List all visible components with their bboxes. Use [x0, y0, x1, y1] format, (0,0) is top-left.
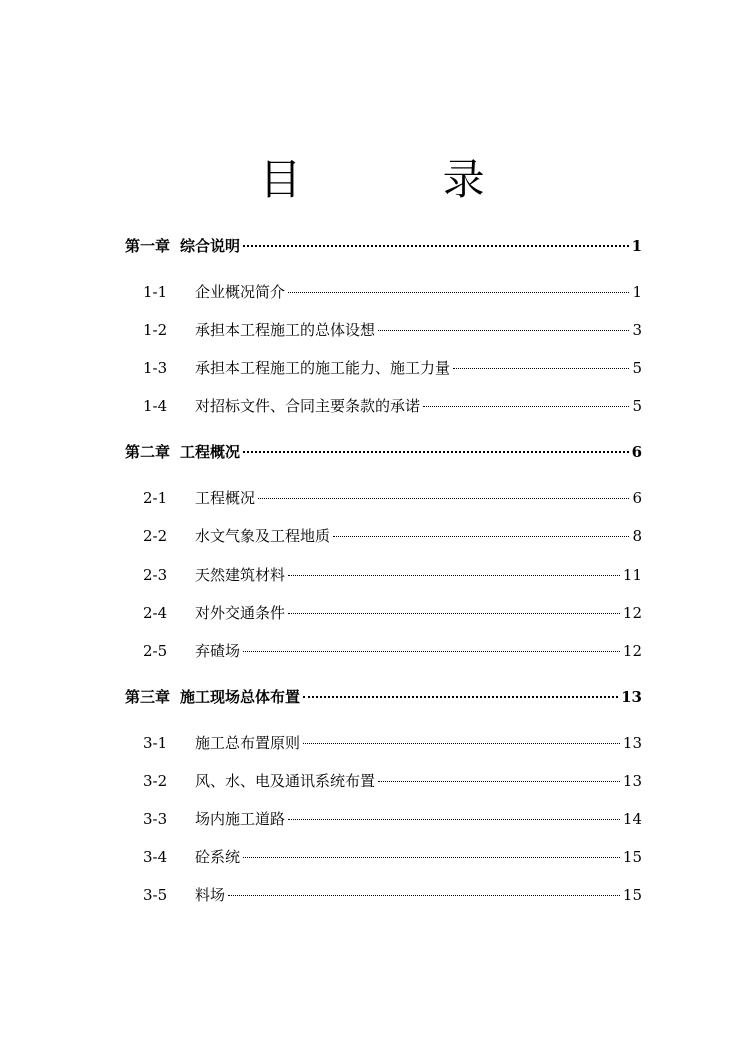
- toc-entry[interactable]: [143, 486, 642, 510]
- dot-leader: [243, 857, 620, 858]
- dot-leader: [288, 292, 629, 293]
- toc-entry[interactable]: [143, 563, 642, 587]
- toc-label: 工程概况: [180, 443, 241, 461]
- toc-entry[interactable]: [143, 807, 642, 831]
- toc-number: 2-5: [143, 642, 168, 660]
- toc-number: 2-4: [143, 604, 168, 622]
- toc-page: 5: [632, 359, 642, 377]
- dot-leader: [333, 536, 629, 537]
- toc-page: 12: [622, 642, 642, 660]
- toc-entry[interactable]: [143, 731, 642, 755]
- toc-entry[interactable]: [143, 356, 642, 380]
- page-title: 目 录: [259, 155, 549, 204]
- toc-number: 3-1: [143, 734, 168, 752]
- dot-leader: [288, 575, 620, 576]
- toc-page: 12: [622, 604, 642, 622]
- toc-entry[interactable]: [143, 394, 642, 418]
- toc-entry[interactable]: [143, 524, 642, 548]
- toc-page: 11: [622, 566, 642, 584]
- toc-number: 第二章: [125, 443, 171, 461]
- toc-number: 3-3: [143, 810, 168, 828]
- toc-number: 1-4: [143, 397, 168, 415]
- dot-leader: [288, 819, 620, 820]
- dot-leader: [288, 613, 620, 614]
- toc-entry[interactable]: [143, 639, 642, 663]
- toc-page: 6: [631, 443, 642, 461]
- toc-number: 2-2: [143, 527, 168, 545]
- dot-leader: [228, 895, 620, 896]
- toc-label: 施工总布置原则: [195, 734, 301, 752]
- dot-leader: [423, 406, 629, 407]
- toc-page: 14: [622, 810, 642, 828]
- toc-number: 3-4: [143, 848, 168, 866]
- toc-page: 1: [632, 283, 642, 301]
- toc-label: 砼系统: [195, 848, 241, 866]
- toc-entry[interactable]: [143, 280, 642, 304]
- toc-page: 1: [631, 237, 642, 255]
- toc-entry[interactable]: [125, 234, 642, 258]
- dot-leader: [243, 651, 620, 652]
- toc-entry[interactable]: [143, 845, 642, 869]
- toc-label: 承担本工程施工的总体设想: [195, 321, 376, 339]
- dot-leader: [303, 696, 618, 698]
- toc-page: 5: [632, 397, 642, 415]
- dot-leader: [378, 781, 620, 782]
- toc-label: 料场: [195, 886, 226, 904]
- toc-label: 水文气象及工程地质: [195, 527, 331, 545]
- toc-page: 15: [622, 848, 642, 866]
- toc-page: 8: [632, 527, 642, 545]
- toc-number: 1-3: [143, 359, 168, 377]
- toc-entry[interactable]: [143, 318, 642, 342]
- toc-label: 企业概况简介: [195, 283, 286, 301]
- toc-label: 工程概况: [195, 489, 256, 507]
- dot-leader: [243, 451, 629, 453]
- toc-number: 3-5: [143, 886, 168, 904]
- toc-number: 1-1: [143, 283, 168, 301]
- toc-label: 场内施工道路: [195, 810, 286, 828]
- toc-label: 施工现场总体布置: [180, 688, 301, 706]
- toc-label: 对招标文件、合同主要条款的承诺: [195, 397, 421, 415]
- toc-page: 13: [622, 772, 642, 790]
- toc-page: 3: [632, 321, 642, 339]
- toc-entry[interactable]: [143, 769, 642, 793]
- toc-entry[interactable]: [143, 883, 642, 907]
- toc-label: 承担本工程施工的施工能力、施工力量: [195, 359, 451, 377]
- toc-label: 对外交通条件: [195, 604, 286, 622]
- toc-page: 13: [622, 734, 642, 752]
- toc-number: 2-1: [143, 489, 168, 507]
- dot-leader: [303, 743, 620, 744]
- toc-label: 风、水、电及通讯系统布置: [195, 772, 376, 790]
- dot-leader: [378, 330, 629, 331]
- toc-entry[interactable]: [125, 685, 642, 709]
- dot-leader: [258, 498, 629, 499]
- toc-page: 13: [621, 688, 642, 706]
- toc-label: 综合说明: [180, 237, 241, 255]
- toc-number: 1-2: [143, 321, 168, 339]
- toc-number: 2-3: [143, 566, 168, 584]
- toc-entry[interactable]: [125, 440, 642, 464]
- toc-number: 3-2: [143, 772, 168, 790]
- dot-leader: [243, 245, 629, 247]
- toc-label: 天然建筑材料: [195, 566, 286, 584]
- toc-page: 15: [622, 886, 642, 904]
- toc-entry[interactable]: [143, 601, 642, 625]
- toc-label: 弃碴场: [195, 642, 241, 660]
- dot-leader: [453, 368, 629, 369]
- toc-number: 第三章: [125, 688, 171, 706]
- toc-number: 第一章: [125, 237, 171, 255]
- toc-page: 6: [632, 489, 642, 507]
